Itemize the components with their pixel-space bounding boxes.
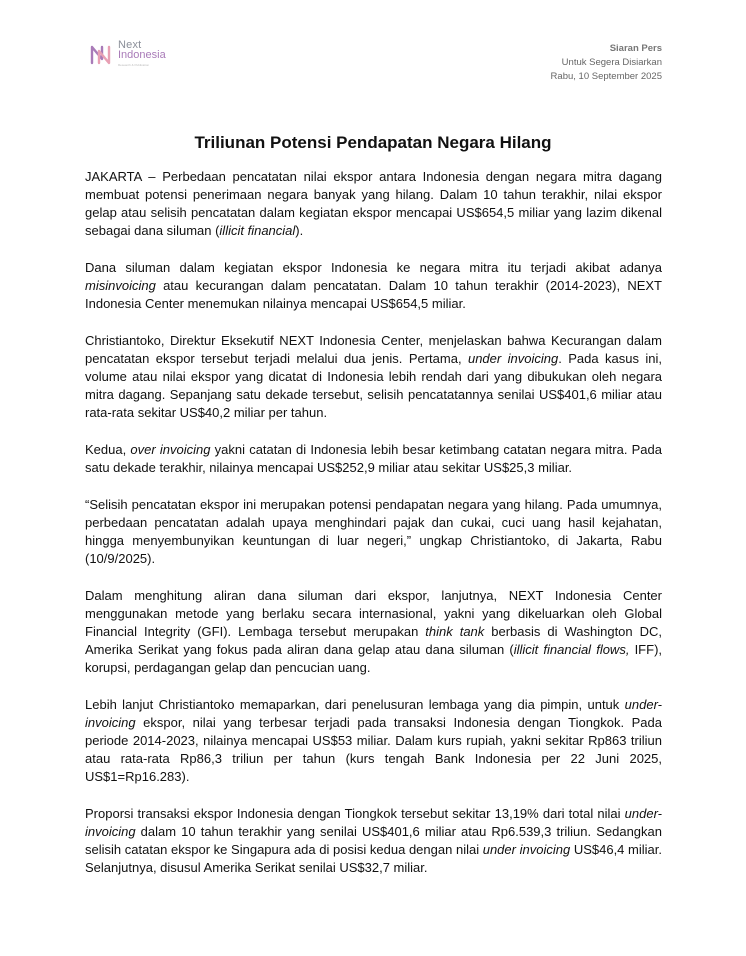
paragraph-7: Lebih lanjut Christiantoko memaparkan, dari penelusuran lembaga yang dia pimpin, untuk under-invoicing ekspor, nilai yang terbesar terjadi pada transaksi Indonesia dengan Tiongkok. Pada periode 2014-2023, nilainya mencapai US$53 miliar. Dalam kurs rupiah, yakni sekitar Rp863 triliun atau rata-rata Rp86,3 triliun per tahun (kurs tengah Bank Indonesia per 22 Juni 2025, US$1=Rp16.283).	[85, 697, 662, 784]
paragraph-8: Proporsi transaksi ekspor Indonesia dengan Tiongkok tersebut sekitar 13,19% dari total nilai under-invoicing dalam 10 tahun terakhir yang senilai US$401,6 miliar atau Rp6.539,3 triliun. Sedangkan selisih catatan ekspor ke Singapura ada di posisi kedua dengan nilai under invoicing US$46,4 miliar. Selanjutnya, disusul Amerika Serikat senilai US$32,7 miliar.	[85, 806, 662, 875]
release-date: Rabu, 10 September 2025	[550, 71, 662, 82]
logo-name-top: Next	[118, 39, 142, 51]
release-status: Untuk Segera Disiarkan	[561, 57, 662, 68]
logo-tagline: Research & Publication	[118, 63, 150, 67]
logo-mark-icon	[89, 42, 115, 68]
paragraph-4: Kedua, over invoicing yakni catatan di Indonesia lebih besar ketimbang catatan negara mitra. Pada satu dekade terakhir, nilainya mencapai US$252,9 miliar atau sekitar US$25,3 miliar.	[85, 442, 662, 475]
paragraph-6: Dalam menghitung aliran dana siluman dari ekspor, lanjutnya, NEXT Indonesia Center menggunakan metode yang berlaku secara internasional, yakni yang dikeluarkan oleh Global Financial Integrity (GFI). Lembaga tersebut merupakan think tank berbasis di Washington DC, Amerika Serikat yang fokus pada aliran dana gelap atau dana siluman (illicit financial flows, IFF), korupsi, perdagangan gelap dan pencucian uang.	[85, 588, 663, 675]
paragraph-5: “Selisih pencatatan ekspor ini merupakan potensi pendapatan negara yang hilang. Pada umumnya, perbedaan pencatatan adalah upaya menghindari pajak dan cukai, cuci uang hasil kejahatan, hingga menyembunyikan keuntungan di luar negeri,” ungkap Christiantoko, di Jakarta, Rabu (10/9/2025).	[85, 497, 662, 566]
release-type: Siaran Pers	[609, 43, 662, 54]
release-meta	[551, 42, 662, 84]
paragraph-3: Christiantoko, Direktur Eksekutif NEXT Indonesia Center, menjelaskan bahwa Kecurangan dalam pencatatan ekspor tersebut terjadi melalui dua jenis. Pertama, under invoicing. Pada kasus ini, volume atau nilai ekspor yang dicatat di Indonesia lebih rendah dari yang dibukukan oleh negara mitra dagang. Sepanjang satu dekade tersebut, selisih pencatatannya senilai US$401,6 miliar atau rata-rata sekitar US$40,2 miliar per tahun.	[85, 333, 662, 420]
logo-name-bottom: Indonesia	[118, 49, 166, 61]
document-body	[85, 168, 662, 896]
document-title: Triliunan Potensi Pendapatan Negara Hilang	[194, 133, 552, 152]
paragraph-1: JAKARTA – Perbedaan pencatatan nilai ekspor antara Indonesia dengan negara mitra dagang membuat potensi penerimaan negara banyak yang hilang. Dalam 10 tahun terakhir, nilai ekspor gelap atau selisih pencatatan dalam kegiatan ekspor mencapai US$654,5 miliar yang lazim dikenal sebagai dana siluman (illicit financial).	[85, 169, 662, 238]
next-indonesia-logo	[89, 40, 166, 70]
paragraph-2: Dana siluman dalam kegiatan ekspor Indonesia ke negara mitra itu terjadi akibat adanya misinvoicing atau kecurangan dalam pencatatan. Dalam 10 tahun terakhir (2014-2023), NEXT Indonesia Center menemukan nilainya mencapai US$654,5 miliar.	[85, 260, 662, 311]
